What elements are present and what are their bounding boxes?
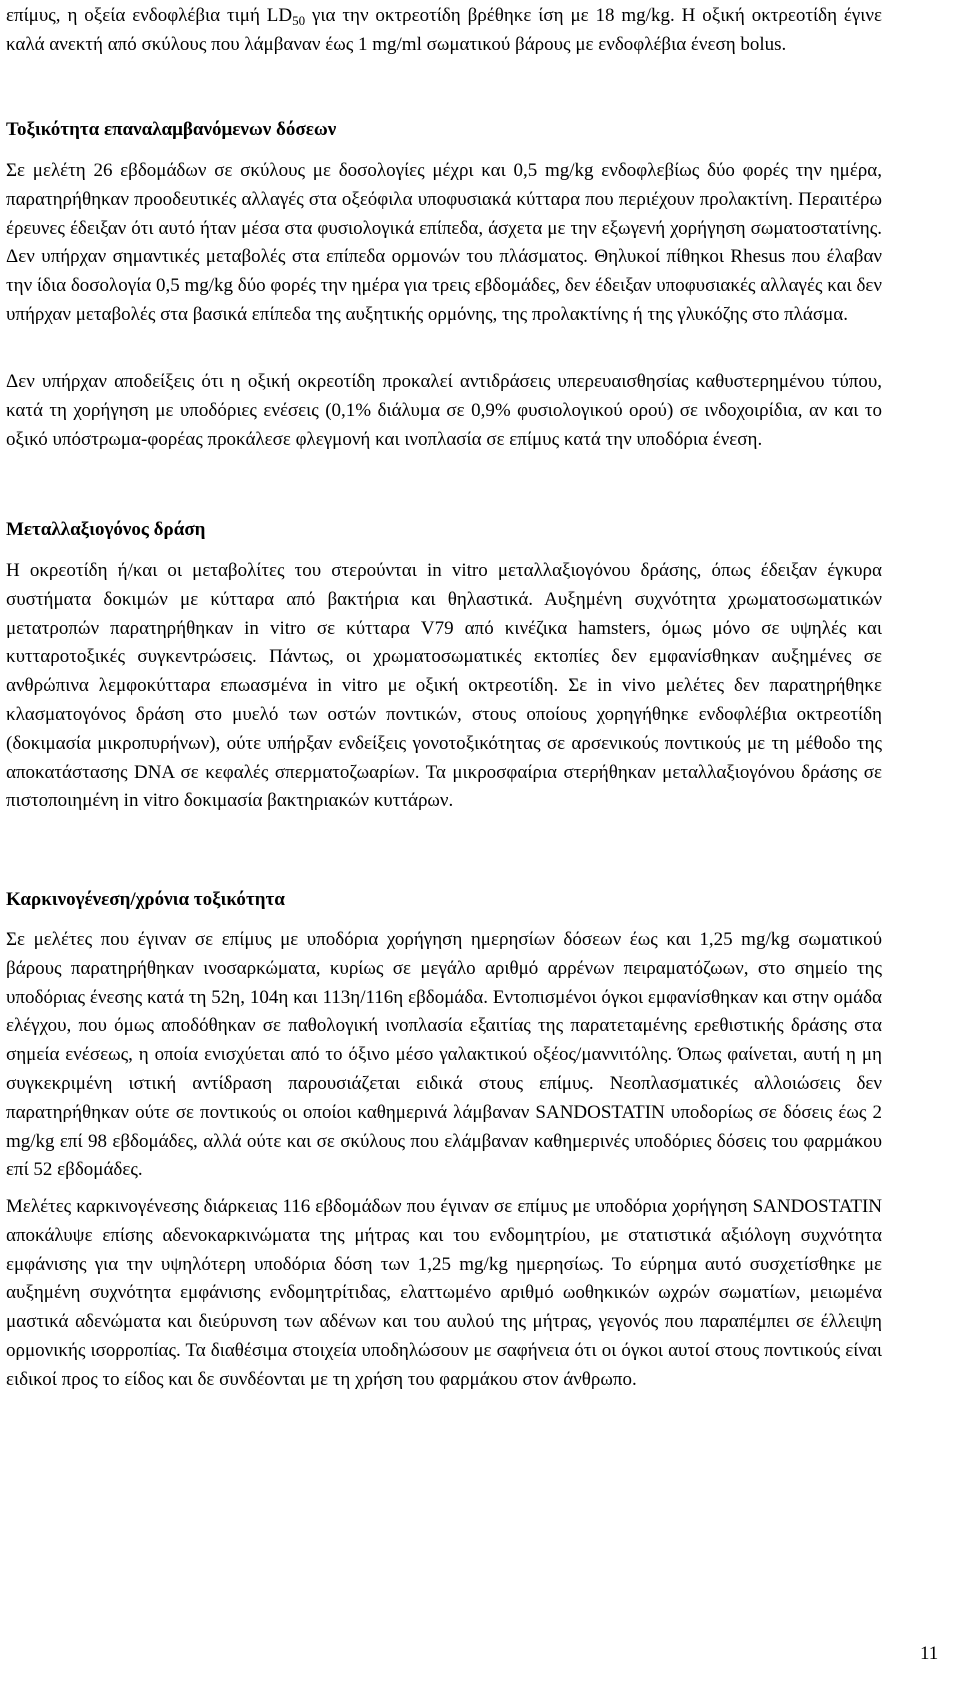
intro-text-part1: επίμυς, η οξεία ενδοφλέβια τιμή LD: [6, 5, 293, 26]
heading-repeated-dose-toxicity: Τοξικότητα επαναλαμβανόμενων δόσεων: [6, 119, 337, 140]
ld50-subscript: 50: [292, 13, 306, 28]
paragraph-carcinogenesis-2: Μελέτες καρκινογένεσης διάρκειας 116 εβδομάδων που έγιναν σε επίμυς με υποδόρια χορήγηση SANDOSTATIN αποκάλυψε επίσης αδενοκαρκινώματα της μήτρας και του ενδομητρίου, με στατιστικά αξιόλογη συχνότητα εμφάνισης για την υψηλότερη υποδόρια δόση των 1,25 mg/kg ημερησίως. Το εύρημα αυτό συσχετίσθηκε με αυξημένη συχνότητα εμφάνισης ενδομητρίτιδας, ελαττωμένο αριθμό ωοθηκικών ωχρών σωματίων, μειωμένα μαστικά αδενώματα και διεύρυνση των αδένων και του αυλού της μήτρας, γεγονός που παραπέμπει σε έλλειψη ορμονικής ισορροπίας. Τα διαθέσιμα στοιχεία υποδηλώσουν με σαφήνεια ότι οι όγκοι αυτοί στους ποντικούς είναι ειδικοί προς το είδος και δε συνδέονται με τη χρήση του φαρμάκου στον άνθρωπο.: [6, 1196, 882, 1390]
paragraph-repeated-dose-2: Δεν υπήρχαν αποδείξεις ότι η οξική οκρεοτίδη προκαλεί αντιδράσεις υπερευαισθησίας καθυστερημένου τύπου, κατά τη χορήγηση με υποδόριες ενέσεις (0,1% διάλυμα σε 0,9% φυσιολογικού ορού) σε ινδοχοιρίδια, αν και το οξικό υπόστρωμα-φορέας προκάλεσε φλεγμονή και ινοπλασία σε επίμυς κατά την υποδόρια ένεση.: [6, 371, 882, 450]
heading-carcinogenesis: Καρκινογένεση/χρόνια τοξικότητα: [6, 889, 285, 910]
heading-mutagenic-activity: Μεταλλαξιογόνος δράση: [6, 519, 206, 540]
intro-paragraph: [6, 2, 882, 60]
intro-text-part2: για την οκτρεοτίδη βρέθηκε ίση με 18 mg/kg. Η οξική οκτρεοτίδη έγινε καλά ανεκτή από σκύλους που λάμβαναν έως 1 mg/ml σωματικού βάρους με ενδοφλέβια ένεση bolus.: [6, 5, 882, 55]
paragraph-repeated-dose-1: Σε μελέτη 26 εβδομάδων σε σκύλους με δοσολογίες μέχρι και 0,5 mg/kg ενδοφλεβίως δύο φορές την ημέρα, παρατηρήθηκαν προοδευτικές αλλαγές στα οξεόφιλα υποφυσιακά κύτταρα που περιέχουν προλακτίνη. Περαιτέρω έρευνες έδειξαν ότι αυτό ήταν μέσα στα φυσιολογικά επίπεδα, άσχετα με την εξωγενή χορήγηση σωματοστατίνης. Δεν υπήρχαν σημαντικές μεταβολές στα επίπεδα ορμονών του πλάσματος. Θηλυκοί πίθηκοι Rhesus που έλαβαν την ίδια δοσολογία 0,5 mg/kg δύο φορές την ημέρα για τρεις εβδομάδες, δεν έδειξαν υποφυσιακές αλλαγές και δεν υπήρχαν μεταβολές στα βασικά επίπεδα της αυξητικής ορμόνης, της προλακτίνης ή της γλυκόζης στο πλάσμα.: [6, 160, 882, 325]
page-number: 11: [920, 1643, 939, 1664]
paragraph-carcinogenesis-1: Σε μελέτες που έγιναν σε επίμυς με υποδόρια χορήγηση ημερησίων δόσεων έως και 1,25 mg/kg σωματικού βάρους παρατηρήθηκαν ινοσαρκώματα, κυρίως σε μεγάλο αριθμό αρρένων πειραματόζωων, στο σημείο της υποδόριας ένεσης κατά τη 52η, 104η και 113η/116η εβδομάδα. Εντοπισμένοι όγκοι εμφανίσθηκαν και στην ομάδα ελέγχου, που όμως αποδόθηκαν σε παθολογική ινοπλασία εξαιτίας της παρατεταμένης ερεθιστικής δράσης στα σημεία ενέσεως, η οποία ενισχύεται από το όξινο μέσο γαλακτικού οξέος/μαννιτόλης. Όπως φαίνεται, αυτή η μη συγκεκριμένη ιστική αντίδραση παρουσιάζεται ειδικά στους επίμυς. Νεοπλασματικές αλλοιώσεις δεν παρατηρήθηκαν ούτε σε ποντικούς οι οποίοι καθημερινά λάμβαναν SANDOSTATIN υποδορίως σε δόσεις έως 2 mg/kg επί 98 εβδομάδες, αλλά ούτε και σε σκύλους που ελάμβαναν καθημερινές υποδόριες δόσεις του φαρμάκου επί 52 εβδομάδες.: [6, 929, 882, 1181]
paragraph-mutagenic-1: Η οκρεοτίδη ή/και οι μεταβολίτες του στερούνται in vitro μεταλλαξιογόνου δράσης, όπως έδειξαν έγκυρα συστήματα δοκιμών με κύτταρα από βακτήρια και θηλαστικά. Αυξημένη συχνότητα χρωματοσωματικών μετατροπών παρατηρήθηκαν in vitro σε κύτταρα V79 από κινέζικα hamsters, όμως μόνο σε υψηλές και κυτταροτοξικές συγκεντρώσεις. Πάντως, οι χρωματοσωματικές εκτοπίες δεν εμφανίσθηκαν αυξημένες σε ανθρώπινα λεμφοκύτταρα επωασμένα in vitro με οξική οκτρεοτίδη. Σε in vivo μελέτες δεν παρατηρήθηκε κλασματογόνος δράση στο μυελό των οστών ποντικών, στους οποίους χορηγήθηκε ενδοφλέβια οκτρεοτίδη (δοκιμασία μικροπυρήνων), ούτε υπήρξαν ενδείξεις γονοτοξικότητας σε αρσενικούς ποντικούς με τη μέθοδο της αποκατάστασης DNA σε κεφαλές σπερματοζωαρίων. Τα μικροσφαίρια στερήθηκαν μεταλλαξιογόνου δράσης σε πιστοποιημένη in vitro δοκιμασία βακτηριακών κυττάρων.: [6, 560, 882, 812]
